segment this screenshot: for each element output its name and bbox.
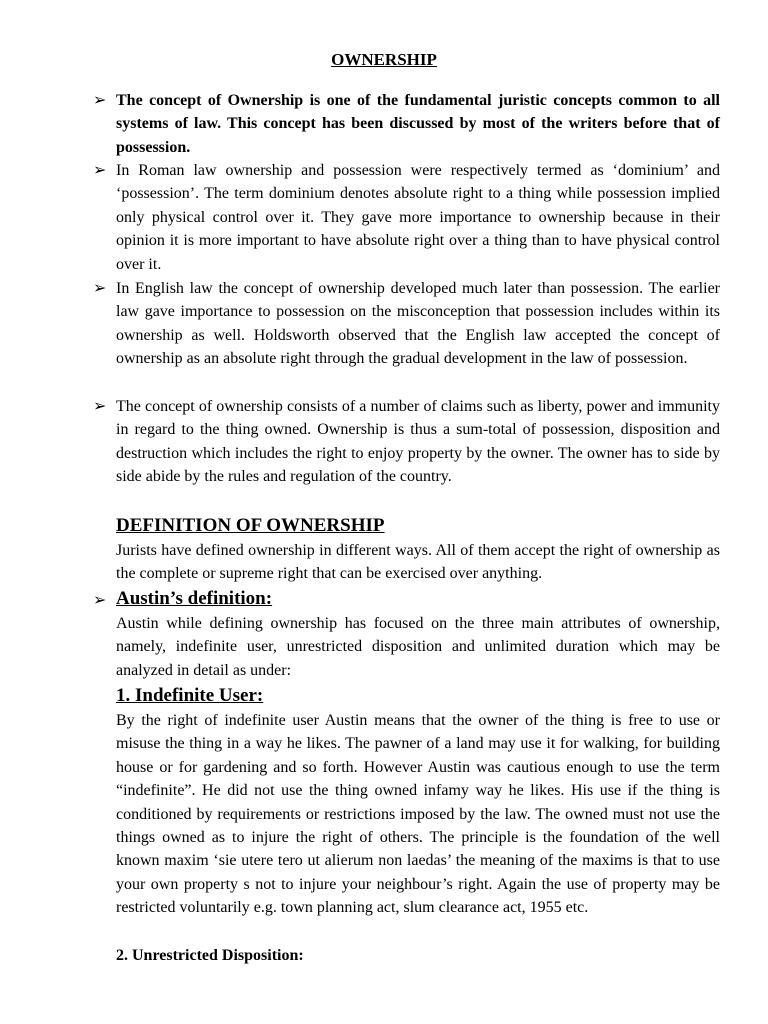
definition-text: Jurists have defined ownership in different ways. All of them accept the right of ownership as the complete or supreme right that can be exercised over anything. bbox=[116, 542, 720, 583]
indefinite-user-text: By the right of indefinite user Austin means that the owner of the thing is free to use or misuse the thing in a way he likes. The pawner of a land may use it for walking, for building house or for gardening and so forth. However Austin was cautious enough to use the term “indefinite”. He did not use the thing owned infamy way he likes. His use if the thing is conditioned by requirements or restrictions imposed by the law. The owned must not use the things owned as to injure the right of others. The principle is the foundation of the well known maxim ‘sie utere tero ut alierum non laedas’ the meaning of the maxims is that to use your own property s not to injure your neighbour’s right. Again the use of property may be restricted voluntarily e.g. town planning act, slum clearance act, 1955 etc. bbox=[116, 712, 720, 917]
intro-bullet-2: In Roman law ownership and possession were respectively termed as ‘dominium’ and ‘possession’. The term dominium denotes absolute right to a thing while possession implied only physical control over it. They gave more importance to ownership because in their opinion it is more important to have absolute right over a thing than to have physical control over it. bbox=[116, 162, 720, 273]
intro-bullet-4: The concept of ownership consists of a number of claims such as liberty, power and immunity in regard to the thing owned. Ownership is thus a sum-total of possession, disposition and destruction which includes the right to enjoy property by the owner. The owner has to side by side abide by the rules and regulation of the country. bbox=[116, 398, 720, 486]
document-title: OWNERSHIP bbox=[331, 50, 437, 69]
bullet-arrow-icon: ➢ bbox=[93, 398, 107, 415]
intro-bullet-1: The concept of Ownership is one of the fundamental juristic concepts common to all systems of law. This concept has been discussed by most of the writers before that of possession. bbox=[116, 92, 720, 156]
indefinite-user-heading: 1. Indefinite User: bbox=[116, 685, 264, 706]
definition-heading: DEFINITION OF OWNERSHIP bbox=[116, 515, 385, 536]
bullet-arrow-icon: ➢ bbox=[93, 92, 107, 109]
intro-bullet-3: In English law the concept of ownership developed much later than possession. The earlier law gave importance to possession on the misconception that possession includes within its ownership as well. Holdsworth observed that the English law accepted the concept of ownership as an absolute right through the gradual development in the law of possession. bbox=[116, 280, 720, 368]
unrestricted-disposition-heading: 2. Unrestricted Disposition: bbox=[116, 947, 304, 964]
bullet-arrow-icon: ➢ bbox=[93, 592, 107, 609]
austin-text: Austin while defining ownership has focused on the three main attributes of ownership, namely, indefinite user, unrestricted disposition and unlimited duration which may be analyzed in detail as under: bbox=[116, 615, 720, 679]
bullet-arrow-icon: ➢ bbox=[93, 280, 107, 297]
austin-heading: Austin’s definition: bbox=[116, 588, 273, 609]
bullet-arrow-icon: ➢ bbox=[93, 162, 107, 179]
